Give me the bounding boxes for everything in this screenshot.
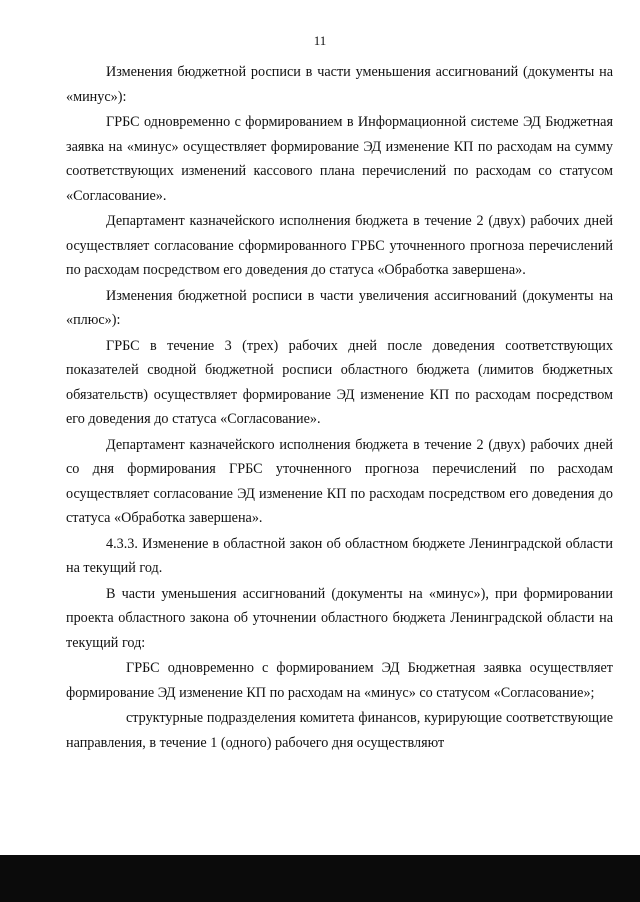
paragraph: ГРБС в течение 3 (трех) рабочих дней после доведения соответствующих показателей сводной бюджетной росписи областного бюджета (лимитов бюджетных обязательств) осуществляет формирование ЭД изменение КП по расходам посредством его доведения до статуса «Согласование». [66,337,613,427]
paragraph: Департамент казначейского исполнения бюджета в течение 2 (двух) рабочих дней со дня формирования ГРБС уточненного прогноза перечислений по расходам осуществляет согласование ЭД изменение КП по расходам посредством его доведения до статуса «Обработка завершена». [66,436,613,526]
paragraph: Изменения бюджетной росписи в части уменьшения ассигнований (документы на «минус»): [66,64,613,105]
scan-bottom-edge [0,855,640,902]
paragraph: ГРБС одновременно с формированием в Информационной системе ЭД Бюджетная заявка на «минус» осуществляет формирование ЭД изменение КП по расходам на сумму соответствующих изменений кассового плана перечислений по расходам со статусом «Согласование». [66,114,613,204]
paragraph: Изменения бюджетной росписи в части увеличения ассигнований (документы на «плюс»): [66,287,613,328]
paragraph: структурные подразделения комитета финансов, курирующие соответствующие направления, в течение 1 (одного) рабочего дня осуществляют [66,710,613,751]
paragraph: В части уменьшения ассигнований (документы на «минус»), при формировании проекта областного закона об уточнении областного бюджета Ленинградской области на текущий год: [66,585,613,651]
paragraph: ГРБС одновременно с формированием ЭД Бюджетная заявка осуществляет формирование ЭД изменение КП по расходам на «минус» со статусом «Согласование»; [66,660,613,701]
document-body [66,60,613,755]
paragraph: 4.3.3. Изменение в областной закон об областном бюджете Ленинградской области на текущий год. [66,535,613,576]
paragraph: Департамент казначейского исполнения бюджета в течение 2 (двух) рабочих дней осуществляет согласование сформированного ГРБС уточненного прогноза перечислений по расходам посредством его доведения до статуса «Обработка завершена». [66,213,613,278]
page-number: 11 [313,33,327,48]
